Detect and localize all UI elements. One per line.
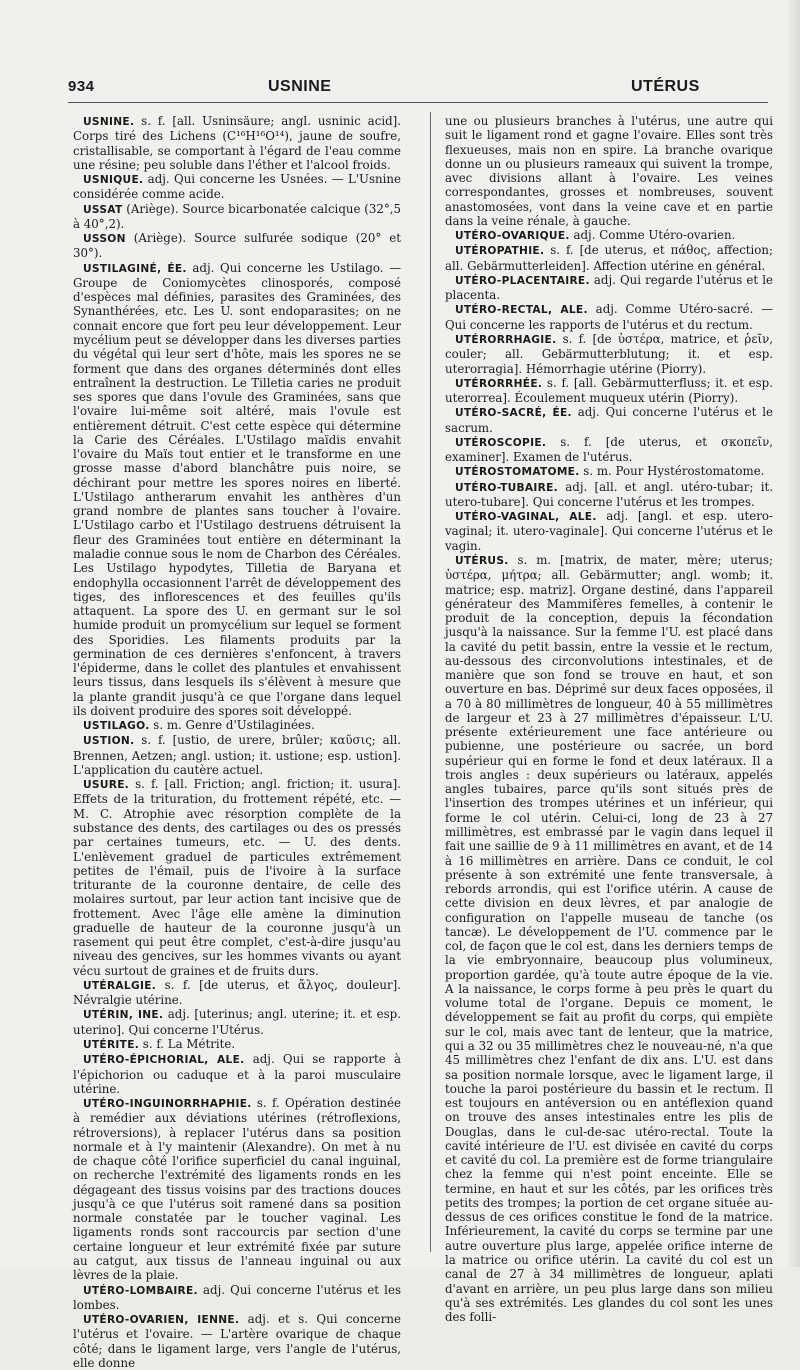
entry-definition: s. f. La Métrite.	[139, 1037, 236, 1051]
dictionary-entry	[73, 718, 401, 733]
entry-headword: UTÉRO-RECTAL, ALE.	[455, 304, 588, 317]
dictionary-entry	[73, 261, 401, 719]
entry-headword: UTÉRORRHÉE.	[455, 377, 543, 390]
entry-definition: (Ariège). Source sulfurée sodique (20° et 30°).	[73, 231, 401, 261]
entry-definition: adj. [uterinus; angl. uterine; it. et esp. uterino]. Qui concerne l'Utérus.	[73, 1007, 401, 1037]
right-column	[445, 114, 774, 1325]
page-number: 934	[68, 78, 95, 95]
entry-headword: UTÉRORRHAGIE.	[455, 333, 557, 346]
dictionary-entry	[73, 1037, 401, 1052]
entry-definition: s. f. [all. Gebärmutterfluss; it. et esp. uterorrea]. Écoulement muqueux utérin (Piorry).	[445, 375, 773, 406]
entry-headword: UTÉRO-VAGINAL, ALE.	[455, 511, 597, 524]
entry-headword: USNINE.	[83, 116, 135, 128]
dictionary-entry	[445, 464, 773, 479]
entry-definition: adj. Qui concerne l'utérus et les lombes.	[73, 1282, 401, 1312]
entry-headword: UTÉRALGIE.	[83, 979, 157, 992]
entry-definition: adj. Qui concerne les Usnées. — L'Usnine considérée comme acide.	[73, 172, 401, 202]
entry-headword: UTÉRO-ÉPICHORIAL, ALE.	[83, 1054, 245, 1067]
left-column	[73, 114, 401, 1370]
dictionary-entry	[73, 1096, 401, 1282]
entry-definition: adj. Qui concerne l'utérus et le sacrum.	[445, 405, 773, 435]
entry-definition: s. f. [ustio, de urere, brûler; καῦσις; all. Brennen, Aetzen; angl. ustion; it. ustione; esp. ustion]. L'application du cautère actuel.	[73, 733, 401, 777]
entry-headword: UTÉRUS.	[455, 554, 509, 567]
entry-headword: UTÉROSCOPIE.	[455, 436, 547, 449]
dictionary-entry	[445, 376, 773, 406]
dictionary-entry	[73, 978, 401, 1008]
entry-headword: UTÉROSTOMATOME.	[455, 466, 580, 479]
dictionary-entry	[445, 228, 773, 243]
dictionary-entry	[445, 332, 773, 376]
entry-definition: s. f. [de uterus, et ἄλγος, douleur]. Névralgie utérine.	[73, 977, 401, 1008]
entry-definition: s. f. [de uterus, et σκοπεῖν, examiner]. Examen de l'utérus.	[445, 434, 773, 465]
dictionary-entry	[73, 733, 401, 777]
entry-definition: s. f. [all. Usninsäure; angl. usninic acid]. Corps tiré des Lichens (C¹⁶H¹⁶O¹⁴), jaune de soufre, cristallisable, se comportant à l'égard de l'eau comme une résine; peu soluble dans l'éther et l'alcool froids.	[73, 114, 401, 172]
dictionary-entry	[73, 1052, 401, 1096]
dictionary-entry	[73, 231, 401, 261]
dictionary-entry	[73, 172, 401, 202]
dictionary-entry	[73, 777, 401, 978]
entry-definition: s. f. Opération destinée à remédier aux déviations utérines (rétroflexions, rétroversions), à replacer l'utérus dans sa position normale et à l'y maintenir (Alexandre). On met à nu de chaque côté l'orifice superficiel du canal inguinal, on recherche l'extrémité des ligaments ronds en les dégageant des tissus voisins par des tractions douces jusqu'à ce que l'utérus soit ramené dans sa position normale constatée par le toucher vaginal. Les ligaments ronds sont raccourcis par section d'une certaine longueur et leur extrémité fixée par suture au catgut, aux tissus de l'anneau inguinal ou aux lèvres de la plaie.	[73, 1096, 401, 1283]
entry-definition: adj. Comme Utéro-ovarien.	[569, 228, 736, 243]
entry-definition: adj. [angl. et esp. utero-vaginal; it. utero-vaginale]. Qui concerne l'utérus et le vagin.	[445, 509, 774, 553]
dictionary-entry	[445, 302, 773, 332]
column-divider	[430, 112, 431, 1252]
dictionary-entry	[445, 553, 773, 1324]
entry-definition: adj. [all. et angl. utéro-tubar; it. utero-tubare]. Qui concerne l'utérus et les trompes.	[445, 479, 773, 509]
entry-definition: s. m. [matrix, de mater, mère; uterus; ὑστέρα, μήτρα; all. Gebärmutter; angl. womb; it. matrice; esp. matriz]. Organe destiné, dans l'appareil générateur des Mammifères femelles, à contenir le produit de la conception, depuis la fécondation jusqu'à la naissance. Sur la femme l'U. est placé dans la cavité du petit bassin, entre la vessie et le rectum, au-dessous des circonvolutions intestinales, et de manière que son fond se trouve en haut, et son ouverture en bas. Déprimé sur deux faces opposées, il a 70 à 80 millimètres de longueur, 40 à 55 millimètres de largeur et 23 à 27 millimètres d'épaisseur. L'U. présente extérieurement une face antérieure ou pubienne, une postérieure ou sacrée, un bord supérieur qui en forme le fond et deux latéraux. Il a trois angles : deux supérieurs ou latéraux, appelés angles tubaires, parce qu'ils sont situés près de l'insertion des trompes utérines et un inférieur, qui forme le col utérin. Celui-ci, long de 23 à 27 millimètres, est embrassé par le vagin dans lequel il fait une saillie de 9 à 11 millimètres en avant, et de 14 à 16 millimètres en arrière. Dans ce conduit, le col présente à son extrémité une fente transversale, à rebords arrondis, qui est l'orifice utérin. A cause de cette division en deux lèvres, et par analogie de configuration on l'appelle museau de tanche (os tancæ). Le développement de l'U. commence par le col, de façon que le col est, dans les derniers temps de la vie embryonnaire, beaucoup plus volumineux, proportion gardée, qu'à toute autre époque de la vie. A la naissance, le corps forme à peu près le quart du volume total de l'organe. Depuis ce moment, le développement se fait au profit du corps, qui empiète sur le col, mais avec tant de lenteur, que la matrice, qui a 32 ou 35 millimètres chez le nouveau-né, n'a que 45 millimètres chez l'enfant de dix ans. L'U. est dans sa position normale lorsque, avec le ligament large, il touche la paroi postérieure du bassin et le rectum. Il est toujours en antéversion ou en antéflexion quand on trouve des anses intestinales entre les plis de Douglas, dans le cul-de-sac utéro-rectal. Toute la cavité intérieure de l'U. est divisée en cavité du corps et cavité du col. La première est de forme triangulaire chez la femme qui n'est point enceinte. Elle se termine, en haut et sur les côtés, par les orifices très petits des trompes; la portion de cet organe située au-dessus de ces orifices constitue le fond de la matrice. Inférieurement, la cavité du corps se termine par une autre ouverture plus large, appelée orifice interne de la matrice ou orifice utérin. La cavité du col est un canal de 27 à 34 millimètres de longueur, aplati d'avant en arrière, un peu plus large dans son milieu qu'à ses extrémités. Les glandes du col sont les unes des folli-	[445, 552, 773, 1325]
entry-headword: UTÉROPATHIE.	[455, 245, 545, 258]
entry-definition: s. m. Pour Hystérostomatome.	[579, 464, 765, 479]
entry-headword: USNIQUE.	[83, 174, 144, 187]
entry-headword: UTÉRO-SACRÉ, ÉE.	[455, 407, 572, 420]
header-last-word: UTÉRUS	[631, 78, 700, 95]
dictionary-entry	[445, 243, 773, 273]
entry-headword: UTÉRO-PLACENTAIRE.	[455, 274, 590, 287]
entry-definition: adj. Qui regarde l'utérus et le placenta.	[445, 272, 773, 303]
entry-definition: s. f. [de ὑστέρα, matrice, et ῥεῖν, couler; all. Gebärmutterblutung; it. et esp. uterorragia]. Hémorrhagie utérine (Piorry).	[445, 331, 773, 376]
dictionary-entry	[445, 405, 773, 435]
entry-headword: UTÉRO-TUBAIRE.	[455, 481, 558, 494]
dictionary-entry	[73, 1283, 401, 1313]
entry-headword: UTÉRIN, INE.	[83, 1009, 164, 1022]
dictionary-entry	[73, 1007, 401, 1037]
dictionary-entry	[445, 273, 773, 303]
entry-definition: s. f. [all. Friction; angl. friction; it. usura]. Effets de la trituration, du frottement répété, etc. — M. C. Atrophie avec résorption complète de la substance des dents, des cartilages ou des os pressés par certaines tumeurs, etc. — U. des dents. L'enlèvement graduel de particules extrêmement petites de l'émail, puis de l'ivoire à la surface triturante de la couronne dentaire, de celle des molaires surtout, par leur action tant incisive que de frottement. Avec l'âge elle amène la diminution graduelle de hauteur de la couronne jusqu'à un rasement qui peut être complet, c'est-à-dire jusqu'au niveau des gencives, sur les hommes vivants ou ayant vécu surtout de graines et de fruits durs.	[73, 777, 401, 978]
entry-headword: UTÉRO-OVARIEN, IENNE.	[83, 1314, 240, 1327]
entry-headword: UTÉRO-LOMBAIRE.	[83, 1284, 198, 1297]
entry-headword: USTION.	[83, 735, 135, 748]
entry-definition: adj. Comme Utéro-sacré. — Qui concerne les rapports de l'utérus et du rectum.	[445, 302, 773, 332]
dictionary-entry	[73, 202, 401, 232]
dictionary-entry	[445, 435, 773, 465]
dictionary-entry	[73, 114, 401, 172]
entry-headword: USURE.	[83, 779, 130, 792]
entry-definition: (Ariège). Source bicarbonatée calcique (32°,5 à 40°,2).	[73, 201, 401, 231]
entry-definition: s. f. [de uterus, et πάθος, affection; all. Gebärmutterleiden]. Affection utérine en général.	[445, 243, 773, 273]
entry-headword: USSON	[83, 233, 126, 246]
entry-headword: USTILAGO.	[83, 720, 150, 733]
dictionary-entry	[445, 480, 773, 510]
entry-headword: UTÉRO-INGUINORRHAPHIE.	[83, 1098, 252, 1111]
page-edge-shadow	[786, 0, 800, 1267]
dictionary-entry	[445, 114, 773, 228]
entry-definition: adj. Qui concerne les Ustilago. — Groupe de Coniomycètes clinosporés, composé d'espèces mal définies, parasites des Graminées, des Synanthérées, etc. Les U. sont endoparasites; on ne connait encore que fort peu leur développement. Leur mycélium peut se développer dans les diverses parties du végétal qui leur sert d'hôte, mais les spores ne se forment que dans des organes déterminés dont elles entraînent la destruction. Le Tilletia caries ne produit ses spores que dans l'ovule des Graminées, sans que l'ovaire lui-même soit altéré, mais l'ovule est entièrement détruit. C'est cette espèce qui détermine la Carie des Céréales. L'Ustilago maïdis envahit l'ovaire du Maïs tout entier et le transforme en une grosse masse d'abord blanchâtre puis noire, se déchirant pour mettre les spores noires en liberté. L'Ustilago antherarum envahit les anthères d'un grand nombre de plantes sans toucher à l'ovaire. L'Ustilago carbo et l'Ustilago destruens détruisent la fleur des Graminées tout entière en déterminant la maladie connue sous le nom de Charbon des Céréales. Les Ustilago hypodytes, Tilletia de Baryana et endophylla occasionnent l'arrêt de développement des tiges, des inflorescences et des feuilles qu'ils attaquent. La spore des U. en germant sur le sol humide produit un promycélium sur lequel se forment des Sporidies. Les filaments produits par la germination de ces dernières s'enfoncent, à travers l'épiderme, dans le collet des plantules et envahissent leurs tissus, dans lesquels ils s'élèvent à mesure que la plante grandit jusqu'à ce que l'organe dans lequel ils doivent produire des spores soit développé.	[73, 260, 401, 718]
entry-definition: adj. Qui se rapporte à l'épichorion ou caduque et à la paroi musculaire utérine.	[73, 1052, 401, 1096]
entry-definition: une ou plusieurs branches à l'utérus, une autre qui suit le ligament rond et gagne l'ovaire. Elles sont très flexueuses, mais non en spire. La branche ovarique donne un ou plusieurs rameaux qui suivent la trompe, avec divisions allant à l'ovaire. Les veines correspondantes, grosses et nombreuses, souvent anastomosées, vont dans la veine cave et en partie dans la veine rénale, à gauche.	[445, 114, 773, 228]
entry-headword: UTÉRITE.	[83, 1039, 140, 1051]
entry-headword: USTILAGINÉ, ÉE.	[83, 262, 187, 275]
entry-definition: s. m. Genre d'Ustilaginées.	[149, 718, 315, 733]
dictionary-entry	[73, 1312, 401, 1370]
entry-headword: USSAT	[83, 203, 123, 216]
entry-headword: UTÉRO-OVARIQUE.	[455, 230, 570, 243]
entry-definition: adj. et s. Qui concerne l'utérus et l'ovaire. — L'artère ovarique de chaque côté; dans le ligament large, vers l'angle de l'utérus, elle donne	[73, 1312, 401, 1370]
header-first-word: USNINE	[268, 78, 332, 95]
running-header	[68, 76, 768, 103]
dictionary-entry	[445, 509, 773, 553]
